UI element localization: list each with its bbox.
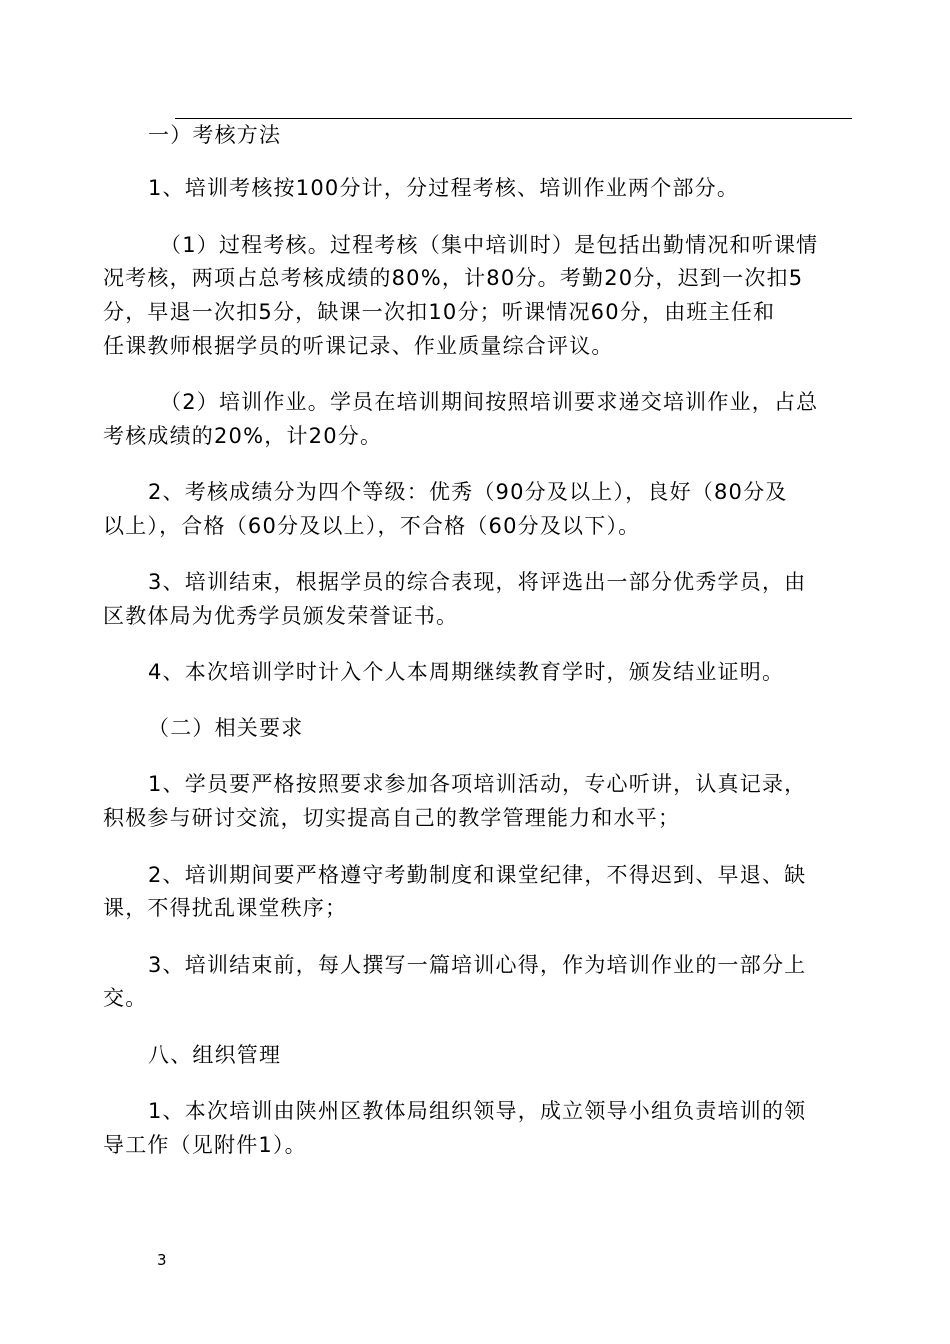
paragraph-line: 2、考核成绩分为四个等级：优秀（90分及以上），良好（80分及 — [148, 480, 788, 504]
paragraph-line: 任课教师根据学员的听课记录、作业质量综合评议。 — [103, 334, 614, 358]
paragraph-line: （1）过程考核。过程考核（集中培训时）是包括出勤情况和听课情 — [160, 233, 819, 257]
paragraph-line: 课，不得扰乱课堂秩序； — [103, 896, 348, 920]
paragraph-line: 况考核，两项占总考核成绩的80%，计80分。考勤20分，迟到一次扣5 — [103, 266, 804, 290]
page-number: 3 — [157, 1251, 167, 1269]
paragraph-line: 以上），合格（60分及以上），不合格（60分及以下）。 — [103, 514, 641, 538]
paragraph-line: 分，早退一次扣5分，缺课一次扣10分；听课情况60分，由班主任和 — [103, 300, 776, 324]
paragraph-line: 1、培训考核按100分计，分过程考核、培训作业两个部分。 — [148, 176, 740, 200]
section-heading-assessment-method: 一）考核方法 — [148, 123, 282, 147]
section-heading-requirements: （二）相关要求 — [148, 716, 304, 740]
paragraph-line: 积极参与研讨交流，切实提高自己的教学管理能力和水平； — [103, 806, 681, 830]
header-rule — [175, 118, 852, 119]
paragraph-line: 4、本次培训学时计入个人本周期继续教育学时，颁发结业证明。 — [148, 660, 785, 684]
paragraph-line: 考核成绩的20%，计20分。 — [103, 424, 383, 448]
paragraph-line: 3、培训结束，根据学员的综合表现，将评选出一部分优秀学员，由 — [148, 570, 807, 594]
paragraph-line: 导工作（见附件1）。 — [103, 1133, 307, 1157]
paragraph-line: 1、本次培训由陕州区教体局组织领导，成立领导小组负责培训的领 — [148, 1099, 807, 1123]
paragraph-line: 3、培训结束前，每人撰写一篇培训心得，作为培训作业的一部分上 — [148, 953, 807, 977]
section-heading-organization: 八、组织管理 — [148, 1043, 282, 1067]
paragraph-line: 交。 — [103, 986, 148, 1010]
paragraph-line: （2）培训作业。学员在培训期间按照培训要求递交培训作业，占总 — [160, 390, 819, 414]
paragraph-line: 2、培训期间要严格遵守考勤制度和课堂纪律，不得迟到、早退、缺 — [148, 863, 807, 887]
paragraph-line: 区教体局为优秀学员颁发荣誉证书。 — [103, 604, 459, 628]
paragraph-line: 1、学员要严格按照要求参加各项培训活动，专心听讲，认真记录， — [148, 772, 807, 796]
